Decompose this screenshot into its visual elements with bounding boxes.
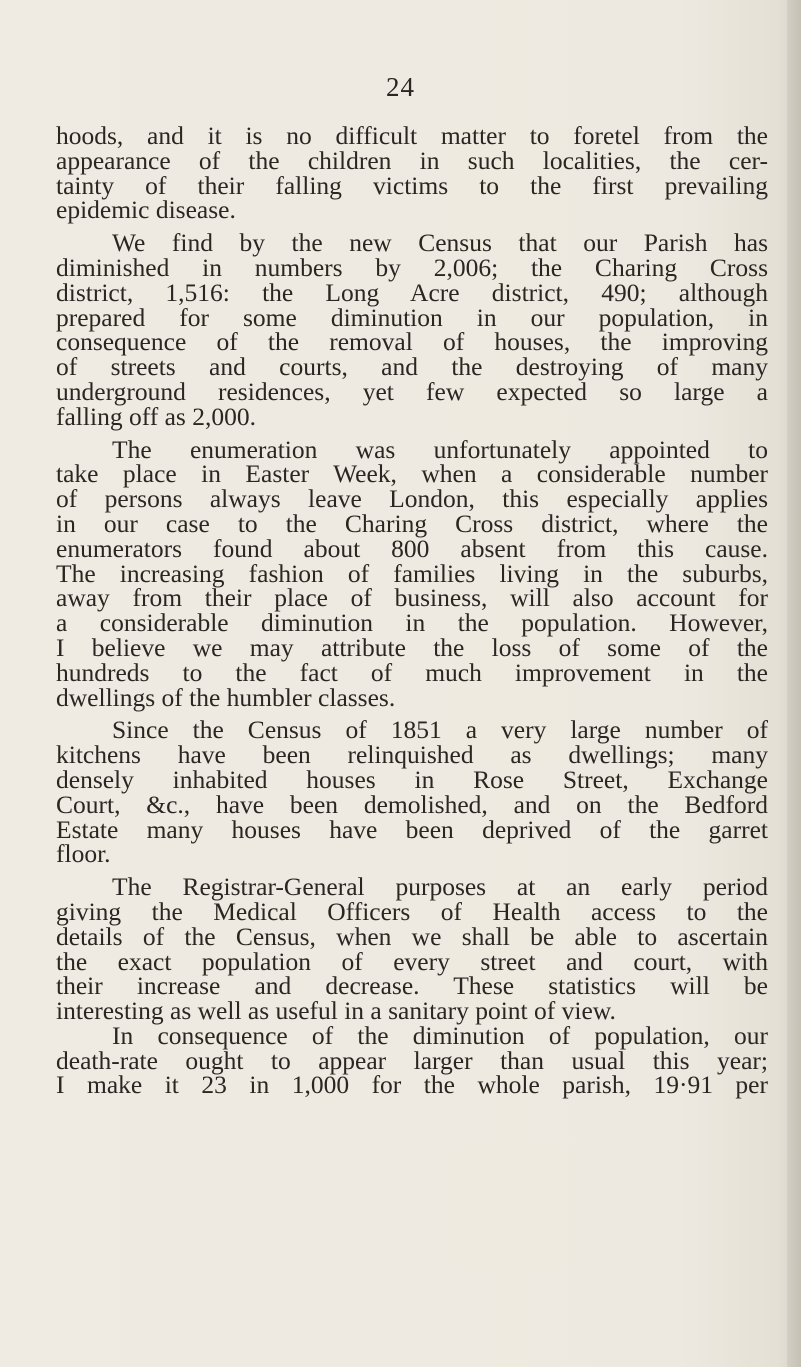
text-line: the exact population of every street and court, with — [56, 946, 768, 976]
text-line: details of the Census, when we shall be able to ascertain — [56, 921, 768, 951]
paragraph-5 — [56, 872, 768, 1026]
text-line: I believe we may attribute the loss of some of the — [56, 632, 768, 662]
text-line: The increasing fashion of families living in the suburbs, — [56, 558, 768, 588]
paragraph-2 — [56, 228, 768, 431]
text-line: In consequence of the diminution of population, our — [112, 1020, 768, 1050]
text-line: kitchens have been relinquished as dwellings; many — [56, 740, 768, 770]
text-line: tainty of their falling victims to the first prevailing — [56, 170, 768, 200]
text-line: district, 1,516: the Long Acre district, 490; although — [56, 277, 768, 307]
text-line: in our case to the Charing Cross district, where the — [56, 508, 768, 538]
text-line: falling off as 2,000. — [56, 401, 256, 431]
text-line: Since the Census of 1851 a very large number of — [112, 715, 768, 745]
text-line: underground residences, yet few expected so large a — [56, 376, 768, 406]
text-line: diminished in numbers by 2,006; the Charing Cross — [56, 252, 768, 282]
text-line: away from their place of business, will also account for — [56, 583, 768, 613]
page-number: 24 — [386, 72, 415, 102]
text-line: death-rate ought to appear larger than usual this year; — [56, 1045, 768, 1075]
text-line: interesting as well as useful in a sanitary point of view. — [56, 996, 616, 1026]
text-line: The enumeration was unfortunately appointed to — [112, 434, 768, 464]
text-line: hoods, and it is no difficult matter to foretel from the — [56, 121, 768, 150]
page-edge — [787, 0, 801, 1367]
text-line: I make it 23 in 1,000 for the whole parish, 19·91 per — [56, 1070, 768, 1100]
text-line: epidemic disease. — [56, 195, 236, 225]
text-line: densely inhabited houses in Rose Street, Exchange — [56, 764, 768, 794]
text-line: of streets and courts, and the destroying of many — [56, 352, 768, 382]
text-line: Court, &c., have been demolished, and on the Bedford — [56, 789, 768, 819]
text-line: prepared for some diminution in our population, in — [56, 302, 768, 332]
paragraph-4 — [56, 715, 768, 869]
text-line: consequence of the removal of houses, the improving — [56, 327, 768, 357]
text-line: Estate many houses have been deprived of the garret — [56, 814, 768, 844]
text-line: take place in Easter Week, when a considerable number — [56, 459, 768, 489]
paragraph-3 — [56, 434, 768, 712]
text-line: appearance of the children in such localities, the cer- — [56, 145, 768, 175]
text-line: enumerators found about 800 absent from this cause. — [56, 533, 768, 563]
text-line: floor. — [56, 839, 111, 869]
text-line: hundreds to the fact of much improvement in the — [56, 657, 768, 687]
text-line: their increase and decrease. These statistics will be — [56, 971, 768, 1001]
body-text — [56, 121, 768, 1106]
paragraph-1 — [56, 121, 768, 225]
text-line: a considerable diminution in the population. However, — [56, 608, 768, 638]
text-line: dwellings of the humbler classes. — [56, 682, 396, 712]
paragraph-6 — [56, 1020, 768, 1100]
text-line: giving the Medical Officers of Health access to the — [56, 896, 768, 926]
text-line: We find by the new Census that our Parish has — [112, 228, 768, 258]
text-line: The Registrar-General purposes at an early period — [112, 872, 768, 902]
text-line: of persons always leave London, this especially applies — [56, 484, 768, 514]
